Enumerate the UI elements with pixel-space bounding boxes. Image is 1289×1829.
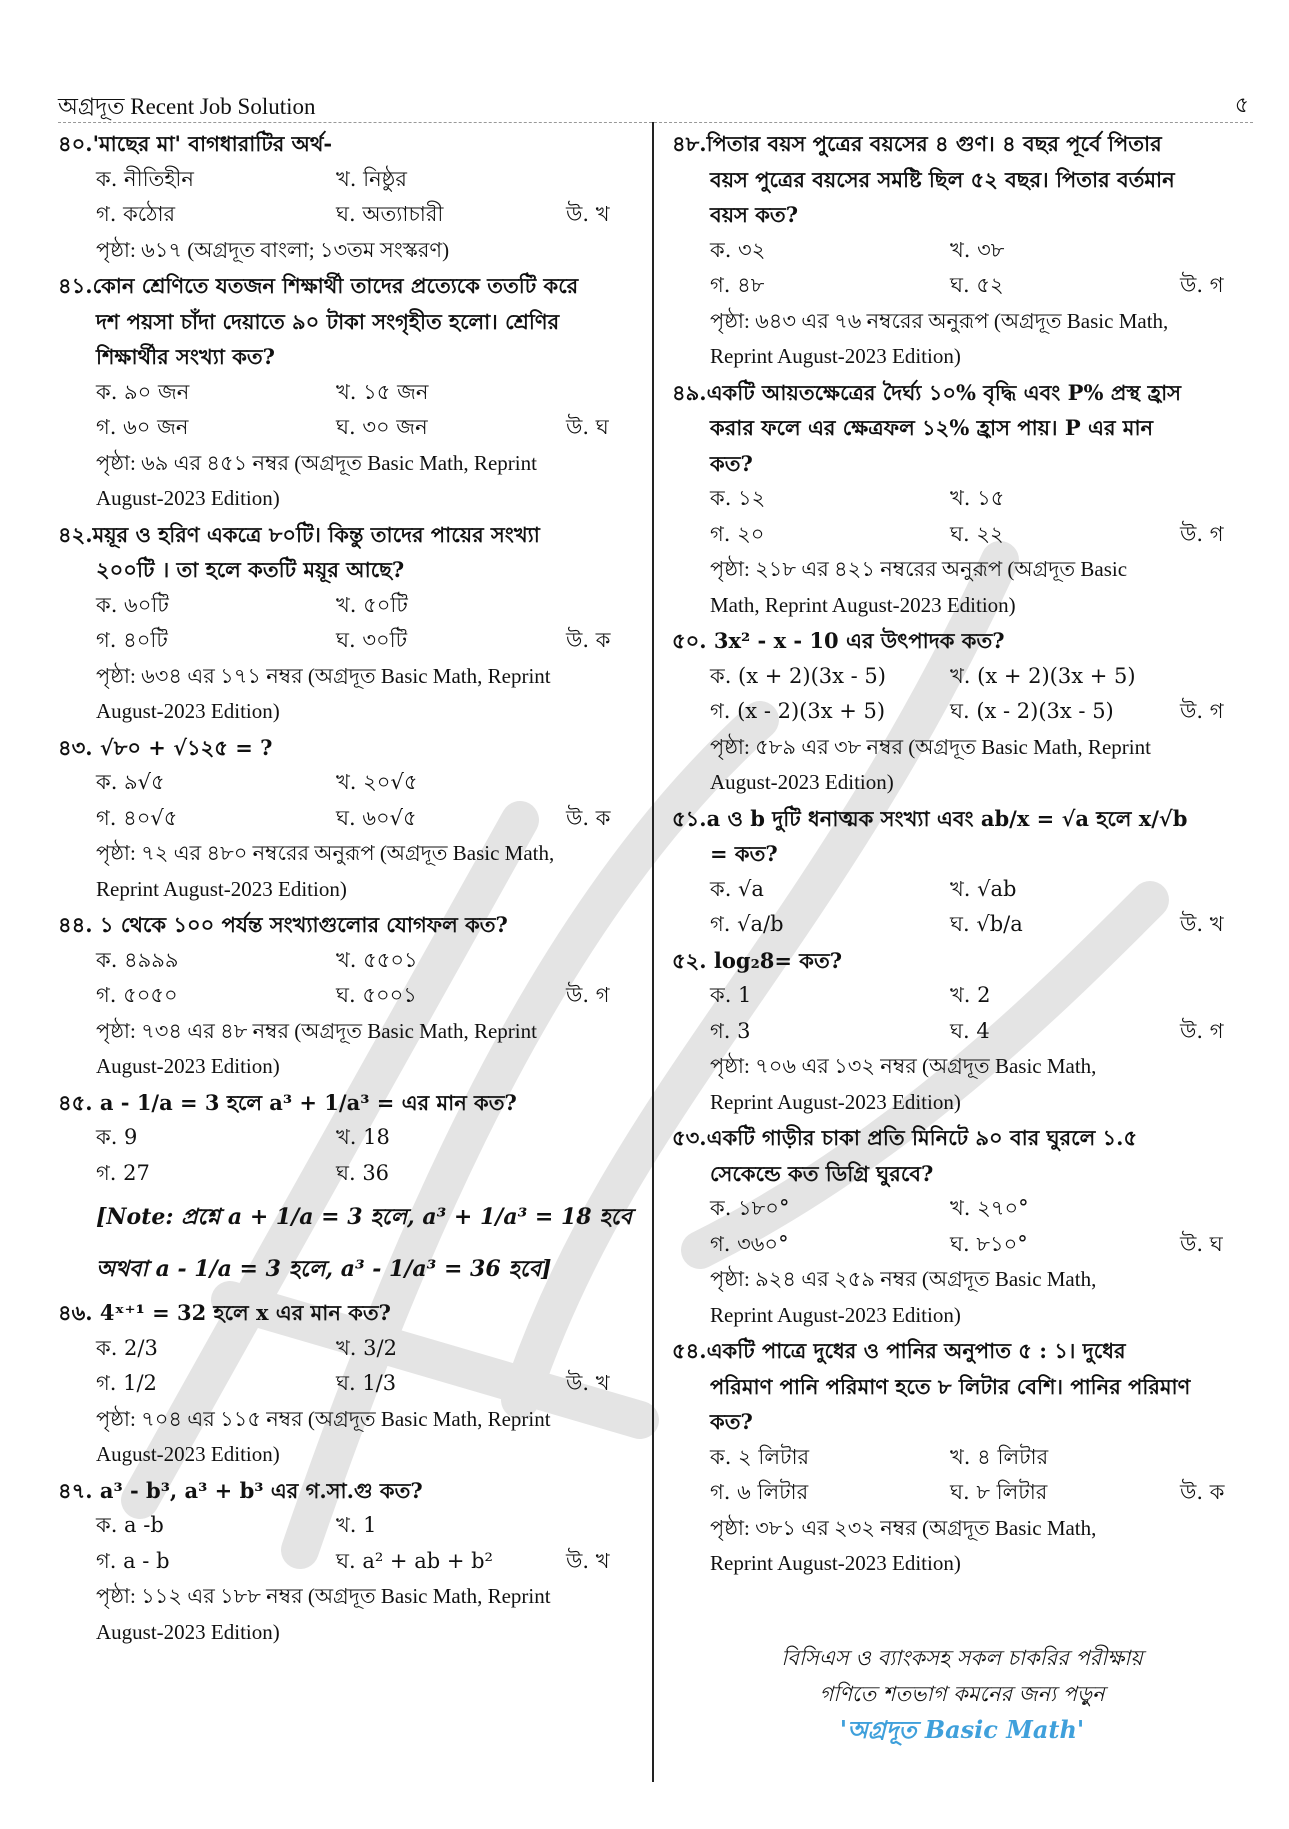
option: ক. a -b	[96, 1513, 164, 1537]
options-row	[58, 978, 638, 1014]
reference-text: Reprint August-2023 Edition)	[710, 344, 961, 368]
reference-text: August-2023 Edition)	[96, 486, 280, 510]
option: ঘ. 36	[336, 1160, 390, 1185]
option: গ. 1/2	[96, 1371, 157, 1395]
option: খ. 18	[336, 1125, 390, 1149]
option: ক. নীতিহীন	[96, 166, 194, 191]
option: গ. কঠোর	[96, 202, 176, 226]
options-row	[58, 801, 638, 837]
options-row	[672, 1440, 1252, 1476]
option: ক. ৪৯৯৯	[96, 947, 179, 972]
left-column	[58, 126, 638, 1650]
question-text: ৪৫. a - 1/a = 3 হলে a³ + 1/a³ = এর মান কত?	[58, 1089, 517, 1115]
option: গ. ৪৮	[710, 273, 765, 297]
answer: উ. ক	[566, 628, 611, 652]
reference-text: পৃষ্ঠা: ৭০৪ এর ১১৫ নম্বর (অগ্রদূত Basic Math, Reprint	[96, 1406, 551, 1431]
question-text: ৫০. 3x² - x - 10 এর উৎপাদক কত?	[672, 628, 1005, 653]
options-row	[58, 1331, 638, 1367]
question-block	[58, 517, 638, 730]
question-text: = কত?	[710, 841, 778, 866]
reference-text: পৃষ্ঠা: ৩৮১ এর ২৩২ নম্বর (অগ্রদূত Basic Math,	[710, 1515, 1097, 1540]
option: খ. ১৫ জন	[336, 379, 429, 404]
option: গ. ৩৬০°	[710, 1231, 789, 1256]
options-row	[58, 197, 638, 233]
question-text: ৫৩.একটি গাড়ীর চাকা প্রতি মিনিটে ৯০ বার ঘুরলে ১.৫	[672, 1125, 1138, 1150]
question-block	[672, 943, 1252, 1121]
promo-box	[672, 1640, 1252, 1748]
answer: উ. গ	[1180, 699, 1224, 723]
question-text: ৪৩. √৮০ + √১২৫ = ?	[58, 734, 273, 760]
option: খ. ৫৫০১	[336, 947, 418, 972]
option: ক. ৯√৫	[96, 770, 165, 794]
option: খ. ২৭০°	[950, 1196, 1029, 1220]
question-block	[58, 1085, 638, 1296]
option: গ. ৪০√৫	[96, 805, 178, 830]
options-row	[58, 1120, 638, 1156]
answer: উ. খ	[566, 202, 610, 226]
option: খ. ৪ লিটার	[950, 1444, 1049, 1469]
option: খ. ৩৮	[950, 237, 1005, 262]
option: ক. ২ লিটার	[710, 1444, 810, 1469]
reference-text: পৃষ্ঠা: ৯২৪ এর ২৫৯ নম্বর (অগ্রদূত Basic Math,	[710, 1267, 1097, 1291]
question-text: সেকেন্ডে কত ডিগ্রি ঘুরবে?	[710, 1160, 934, 1186]
question-text: করার ফলে এর ক্ষেত্রফল ১২% হ্রাস পায়। P এর মান	[710, 415, 1154, 440]
question-text: ৪০.'মাছের মা' বাগধারাটির অর্থ-	[58, 131, 333, 156]
question-text: শিক্ষার্থীর সংখ্যা কত?	[96, 344, 275, 369]
option: গ. ৪০টি	[96, 628, 168, 652]
question-text: কত?	[710, 1409, 753, 1434]
reference-text: Reprint August-2023 Edition)	[710, 1302, 961, 1327]
options-row	[58, 410, 638, 446]
option: খ. 1	[336, 1513, 377, 1537]
right-column	[672, 126, 1252, 1582]
reference-text: পৃষ্ঠা: ৭৩৪ এর ৪৮ নম্বর (অগ্রদূত Basic Math, Reprint	[96, 1018, 537, 1043]
reference-text: August-2023 Edition)	[96, 699, 280, 723]
option: গ. (x - 2)(3x + 5)	[710, 699, 886, 723]
column-divider	[652, 122, 654, 1782]
options-row	[672, 1014, 1252, 1050]
question-text: দশ পয়সা চাঁদা দেয়াতে ৯০ টাকা সংগৃহীত হলো। শ্রেণির	[96, 308, 560, 334]
options-row	[58, 1508, 638, 1544]
option: ক. 2/3	[96, 1335, 158, 1360]
options-row	[672, 1475, 1252, 1511]
header-divider	[58, 122, 1253, 123]
option: খ. নিষ্ঠুর	[336, 166, 407, 191]
answer: উ. ঘ	[1180, 1231, 1223, 1256]
reference-text: Math, Reprint August-2023 Edition)	[710, 592, 1016, 617]
question-text: বয়স পুত্রের বয়সের সমষ্টি ছিল ৫২ বছর। পিতার বর্তমান	[710, 166, 1175, 192]
question-text: ৪৮.পিতার বয়স পুত্রের বয়সের ৪ গুণ। ৪ বছর পূর্বে পিতার	[672, 131, 1162, 156]
reference-text: পৃষ্ঠা: ১১২ এর ১৮৮ নম্বর (অগ্রদূত Basic Math, Reprint	[96, 1584, 551, 1608]
reference-text: August-2023 Edition)	[710, 770, 894, 794]
option: ক. 1	[710, 983, 752, 1007]
options-row	[672, 481, 1252, 517]
question-block	[672, 375, 1252, 624]
question-block	[672, 126, 1252, 375]
option: খ. 2	[950, 983, 991, 1007]
options-row	[58, 623, 638, 659]
options-row	[58, 1156, 638, 1192]
option: ঘ. ৩০ জন	[336, 415, 428, 439]
page-number: ৫	[1234, 93, 1249, 118]
reference-text: পৃষ্ঠা: ২১৮ এর ৪২১ নম্বরের অনুরূপ (অগ্রদূত Basic	[710, 557, 1128, 581]
answer: উ. গ	[1180, 521, 1224, 546]
option: ক. ৯০ জন	[96, 379, 190, 404]
options-row	[58, 943, 638, 979]
question-text: ৪২.ময়ূর ও হরিণ একত্রে ৮০টি। কিন্তু তাদের পায়ের সংখ্যা	[58, 521, 540, 547]
question-block	[58, 730, 638, 908]
question-text: কত?	[710, 450, 753, 476]
promo-line-1: বিসিএস ও ব্যাংকসহ সকল চাকরির পরীক্ষায়	[781, 1646, 1143, 1670]
answer: উ. ক	[566, 805, 611, 830]
promo-line-2: গণিতে শতভাগ কমনের জন্য পড়ুন	[819, 1682, 1105, 1706]
option: গ. ৫০৫০	[96, 983, 178, 1007]
question-text: ৫৪.একটি পাত্রে দুধের ও পানির অনুপাত ৫ : ১। দুধের	[672, 1338, 1126, 1363]
option: খ. (x + 2)(3x + 5)	[950, 663, 1136, 688]
question-text: ৪৬. 4ˣ⁺¹ = 32 হলে x এর মান কত?	[58, 1300, 391, 1325]
option: ক. √a	[710, 876, 764, 901]
options-row	[58, 1544, 638, 1580]
option: গ. √a/b	[710, 912, 784, 936]
options-row	[672, 233, 1252, 269]
option: ঘ. ৫০০১	[336, 983, 417, 1007]
option: খ. ৫০টি	[336, 592, 408, 617]
option: ক. ১৮০°	[710, 1196, 790, 1220]
option: খ. ২০√৫	[336, 770, 418, 794]
option: ঘ. ৬০√৫	[336, 805, 417, 830]
option: খ. 3/2	[336, 1335, 397, 1360]
question-block	[58, 1295, 638, 1473]
question-block	[58, 126, 638, 268]
option: ঘ. 4	[950, 1018, 990, 1043]
option: ক. ৬০টি	[96, 592, 169, 617]
answer: উ. গ	[1180, 273, 1224, 297]
options-row	[58, 588, 638, 624]
option: ক. ৩২	[710, 237, 766, 262]
option: গ. ৬০ জন	[96, 415, 189, 439]
option: খ. ১৫	[950, 486, 1005, 510]
reference-text: পৃষ্ঠা: ৬৩৪ এর ১৭১ নম্বর (অগ্রদূত Basic Math, Reprint	[96, 663, 551, 688]
question-block	[672, 1120, 1252, 1333]
question-block	[58, 268, 638, 517]
question-text: ৪৯.একটি আয়তক্ষেত্রের দৈর্ঘ্য ১০% বৃদ্ধি এবং P% প্রস্থ হ্রাস	[672, 379, 1182, 405]
promo-brand: 'অগ্রদূত Basic Math'	[839, 1715, 1085, 1744]
options-row	[58, 375, 638, 411]
option: ঘ. ২২	[950, 521, 1004, 546]
answer: উ. খ	[566, 1371, 610, 1395]
question-text: ৪১.কোন শ্রেণিতে যতজন শিক্ষার্থী তাদের প্রত্যেকে ততটি করে	[58, 273, 579, 298]
answer: উ. ঘ	[566, 415, 609, 439]
answer: উ. গ	[1180, 1018, 1224, 1043]
answer: উ. ক	[1180, 1480, 1225, 1504]
question-block	[672, 801, 1252, 943]
option: ঘ. 1/3	[336, 1371, 397, 1395]
option: ঘ. ৮ লিটার	[950, 1480, 1048, 1504]
reference-text: August-2023 Edition)	[96, 1054, 280, 1078]
option: ঘ. ৮১০°	[950, 1231, 1028, 1256]
option: ক. 9	[96, 1125, 138, 1149]
reference-text: Reprint August-2023 Edition)	[710, 1089, 961, 1114]
option: ঘ. ৩০টি	[336, 628, 408, 652]
reference-text: Reprint August-2023 Edition)	[96, 876, 347, 901]
question-text: ৪৭. a³ - b³, a³ + b³ এর গ.সা.গু কত?	[58, 1477, 423, 1503]
option: গ. ৬ লিটার	[710, 1480, 809, 1504]
options-row	[672, 872, 1252, 908]
question-block	[58, 907, 638, 1085]
question-text: ৫১.a ও b দুটি ধনাত্মক সংখ্যা এবং ab/x = √a হলে x/√b	[672, 805, 1188, 831]
option: গ. a - b	[96, 1548, 170, 1573]
options-row	[672, 517, 1252, 553]
option: ক. ১২	[710, 486, 766, 510]
question-text: বয়স কত?	[710, 202, 798, 227]
reference-text: পৃষ্ঠা: ৬১৭ (অগ্রদূত বাংলা; ১৩তম সংস্করণ)	[96, 237, 450, 262]
reference-text: পৃষ্ঠা: ৫৮৯ এর ৩৮ নম্বর (অগ্রদূত Basic Math, Reprint	[710, 734, 1151, 759]
question-text: ৫২. log₂8= কত?	[672, 947, 843, 973]
option: ঘ. অত্যাচারী	[336, 202, 444, 226]
reference-text: Reprint August-2023 Edition)	[710, 1551, 961, 1575]
answer: উ. গ	[566, 983, 610, 1007]
question-block	[672, 623, 1252, 801]
reference-text: পৃষ্ঠা: ৭২ এর ৪৮০ নম্বরের অনুরূপ (অগ্রদূত Basic Math,	[96, 841, 555, 865]
option: গ. ২০	[710, 521, 765, 546]
reference-text: পৃষ্ঠা: ৭০৬ এর ১৩২ নম্বর (অগ্রদূত Basic Math,	[710, 1054, 1097, 1078]
options-row	[672, 268, 1252, 304]
reference-text: পৃষ্ঠা: ৬৪৩ এর ৭৬ নম্বরের অনুরূপ (অগ্রদূত Basic Math,	[710, 308, 1169, 333]
option: ঘ. √b/a	[950, 912, 1023, 936]
reference-text: August-2023 Edition)	[96, 1442, 280, 1466]
options-row	[58, 765, 638, 801]
question-block	[672, 1333, 1252, 1582]
options-row	[672, 694, 1252, 730]
note-text: [Note: প্রশ্নে a + 1/a = 3 হলে, a³ + 1/a³ = 18 হবে	[96, 1204, 632, 1230]
reference-text: August-2023 Edition)	[96, 1619, 280, 1644]
option: ঘ. (x - 2)(3x - 5)	[950, 699, 1114, 723]
note-text: অথবা a - 1/a = 3 হলে, a³ - 1/a³ = 36 হবে]	[96, 1256, 552, 1282]
option: গ. 3	[710, 1018, 751, 1043]
option: খ. √ab	[950, 876, 1017, 901]
question-text: ২০০টি । তা হলে কতটি ময়ূর আছে?	[96, 557, 405, 582]
options-row	[58, 162, 638, 198]
question-text: ৪৪. ১ থেকে ১০০ পর্যন্ত সংখ্যাগুলোর যোগফল কত?	[58, 912, 508, 937]
question-text: পরিমাণ পানি পরিমাণ হতে ৮ লিটার বেশি। পানির পরিমাণ	[710, 1373, 1191, 1399]
option: ঘ. a² + ab + b²	[336, 1548, 493, 1573]
option: ক. (x + 2)(3x - 5)	[710, 663, 886, 688]
option: ঘ. ৫২	[950, 273, 1004, 297]
options-row	[672, 659, 1252, 695]
options-row	[672, 1191, 1252, 1227]
answer: উ. খ	[1180, 912, 1224, 936]
answer: উ. খ	[566, 1548, 610, 1573]
question-block	[58, 1473, 638, 1651]
option: গ. 27	[96, 1160, 150, 1185]
options-row	[58, 1366, 638, 1402]
options-row	[672, 978, 1252, 1014]
running-header: অগ্রদূত Recent Job Solution	[58, 94, 316, 119]
options-row	[672, 907, 1252, 943]
options-row	[672, 1227, 1252, 1263]
reference-text: পৃষ্ঠা: ৬৯ এর ৪৫১ নম্বর (অগ্রদূত Basic Math, Reprint	[96, 450, 537, 475]
